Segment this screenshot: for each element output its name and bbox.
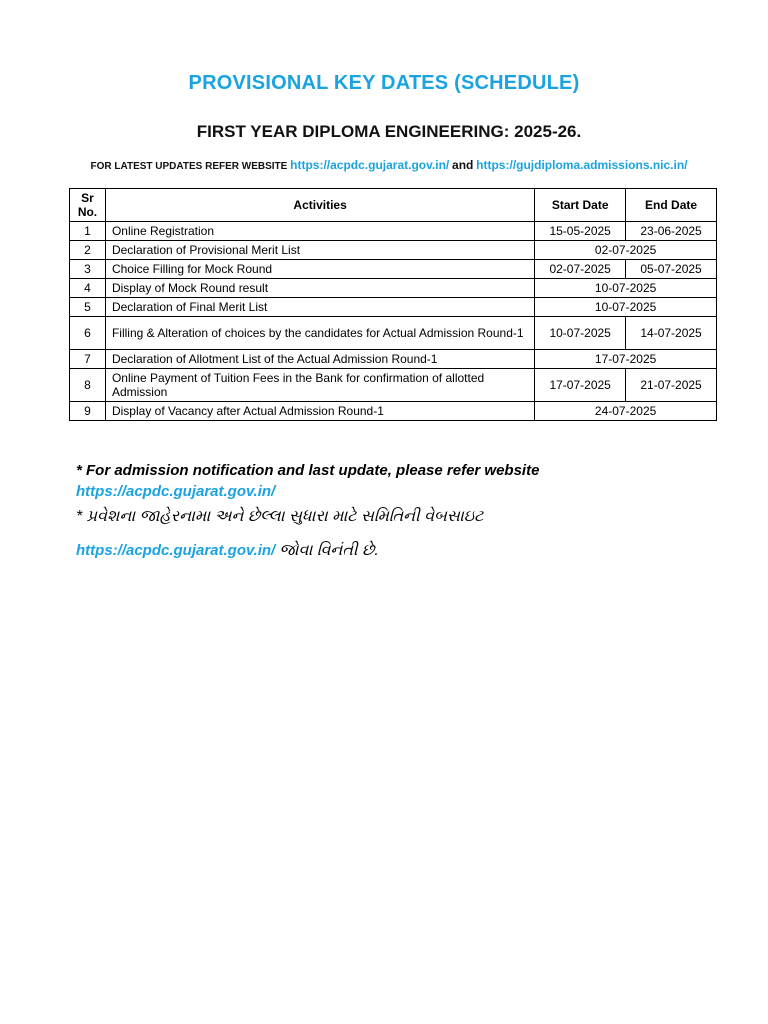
row-sr: 1 — [70, 222, 106, 241]
row-activity: Declaration of Provisional Merit List — [105, 241, 534, 260]
updates-prefix: FOR LATEST UPDATES REFER WEBSITE — [90, 161, 288, 172]
acpdc-gujarati-note-link[interactable]: https://acpdc.gujarat.gov.in/ — [76, 542, 276, 559]
table-row — [70, 298, 717, 317]
page-subtitle: FIRST YEAR DIPLOMA ENGINEERING: 2025-26. — [196, 122, 582, 141]
table-row — [70, 402, 717, 421]
gujdiploma-website-link[interactable]: https://gujdiploma.admissions.nic.in/ — [476, 158, 688, 172]
header-start-date: Start Date — [535, 189, 626, 222]
gujarati-note: * પ્રવેશના જાહેરનામા અને છેલ્લા સુધારા માટે સમિતિની વેબસાઇટ — [76, 508, 484, 525]
row-sr: 3 — [70, 260, 106, 279]
row-start-date: 15-05-2025 — [535, 222, 626, 241]
row-activity: Declaration of Allotment List of the Actual Admission Round-1 — [105, 350, 534, 369]
row-sr: 7 — [70, 350, 106, 369]
row-activity: Display of Vacancy after Actual Admission Round-1 — [105, 402, 534, 421]
row-activity: Filling & Alteration of choices by the candidates for Actual Admission Round-1 — [105, 317, 534, 350]
row-sr: 5 — [70, 298, 106, 317]
row-sr: 6 — [70, 317, 106, 350]
row-activity: Online Payment of Tuition Fees in the Bank for confirmation of allotted Admission — [105, 369, 534, 402]
row-start-date: 17-07-2025 — [535, 369, 626, 402]
row-date: 17-07-2025 — [535, 350, 717, 369]
row-date: 24-07-2025 — [535, 402, 717, 421]
header-sr-no: Sr No. — [70, 189, 106, 222]
row-end-date: 21-07-2025 — [626, 369, 717, 402]
english-note: * For admission notification and last update, please refer website — [76, 462, 540, 479]
table-row — [70, 222, 717, 241]
header-activities: Activities — [105, 189, 534, 222]
header-end-date: End Date — [626, 189, 717, 222]
row-end-date: 23-06-2025 — [626, 222, 717, 241]
table-row — [70, 369, 717, 402]
acpdc-note-link[interactable]: https://acpdc.gujarat.gov.in/ — [76, 483, 276, 500]
table-row — [70, 279, 717, 298]
row-activity: Choice Filling for Mock Round — [105, 260, 534, 279]
row-activity: Display of Mock Round result — [105, 279, 534, 298]
row-end-date: 14-07-2025 — [626, 317, 717, 350]
row-sr: 4 — [70, 279, 106, 298]
updates-line — [0, 158, 768, 172]
row-sr: 8 — [70, 369, 106, 402]
row-date: 10-07-2025 — [535, 279, 717, 298]
table-row — [70, 317, 717, 350]
row-activity: Online Registration — [105, 222, 534, 241]
row-sr: 2 — [70, 241, 106, 260]
updates-and: and — [452, 158, 474, 172]
row-date: 10-07-2025 — [535, 298, 717, 317]
page-title: PROVISIONAL KEY DATES (SCHEDULE) — [188, 72, 580, 94]
english-note-link-line — [76, 482, 275, 502]
table-row — [70, 350, 717, 369]
row-sr: 9 — [70, 402, 106, 421]
row-activity: Declaration of Final Merit List — [105, 298, 534, 317]
table-row — [70, 241, 717, 260]
table-row — [70, 260, 717, 279]
row-start-date: 02-07-2025 — [535, 260, 626, 279]
gujarati-note-suffix: જોવા વિનંતી છે. — [279, 542, 379, 559]
acpdc-website-link[interactable]: https://acpdc.gujarat.gov.in/ — [290, 158, 450, 172]
schedule-table — [69, 188, 717, 421]
row-start-date: 10-07-2025 — [535, 317, 626, 350]
gujarati-note-link-line — [76, 541, 379, 561]
table-header-row — [70, 189, 717, 222]
row-end-date: 05-07-2025 — [626, 260, 717, 279]
row-date: 02-07-2025 — [535, 241, 717, 260]
